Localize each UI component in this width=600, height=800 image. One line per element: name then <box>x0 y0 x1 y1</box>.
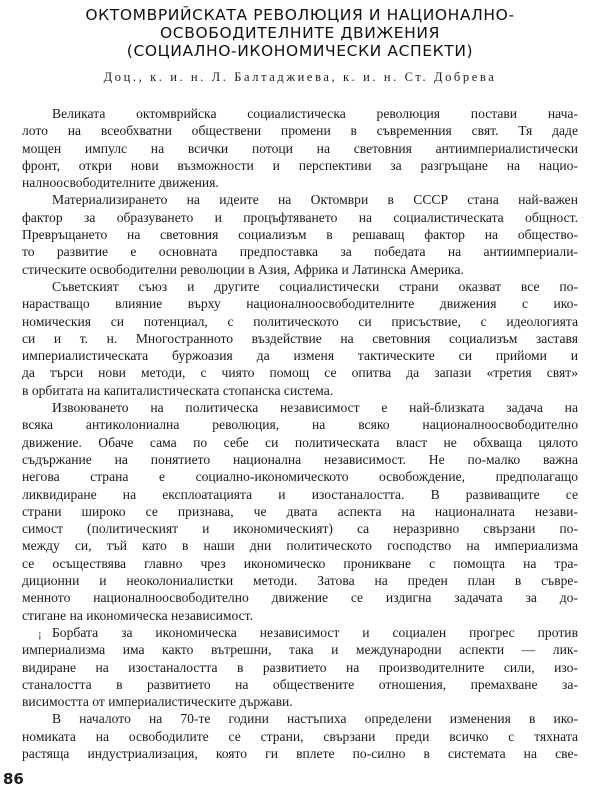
article-body <box>22 105 578 762</box>
text-line <box>22 243 578 260</box>
text-line-content: съдържание на понятието национална независимост. Не по-малко важна <box>22 451 578 467</box>
text-line <box>22 728 578 745</box>
text-line-content: Борбата за икономическа независимост и социален прогрес против <box>52 624 578 640</box>
text-line-content: движение. Обаче сама по себе си политическата власт не обхваща цялото <box>22 434 578 450</box>
text-line-content: висимостта от империалистическите държави. <box>22 694 293 710</box>
text-line <box>22 105 578 122</box>
paragraph <box>22 191 578 277</box>
text-line <box>22 313 578 330</box>
text-line-content: номиката на освободилите се страни, свързани преди всичко с тяхната <box>22 728 578 744</box>
text-line-content: менното националноосвободително движение се издигна задачата за до- <box>22 590 578 606</box>
text-line-content: Превръщането на световния социализъм в решаващ фактор на общество- <box>22 227 578 243</box>
page-number: 86 <box>3 770 24 788</box>
text-line-content: станалостта в развитието на обществените отношения, премахване за- <box>22 676 578 692</box>
article-header <box>22 6 578 85</box>
text-line <box>22 555 578 572</box>
text-line-content: стигане на икономическа независимост. <box>22 607 253 623</box>
text-line <box>22 261 578 278</box>
text-line <box>22 693 578 710</box>
text-line-content: империалистическата буржоазия да изменя тактическите си прийоми и <box>22 348 578 364</box>
article-title-line-3: (СОЦИАЛНО-ИКОНОМИЧЕСКИ АСПЕКТИ) <box>126 42 474 60</box>
paragraph <box>22 278 578 399</box>
text-line <box>22 624 578 641</box>
text-line <box>22 174 578 191</box>
text-line-content: налноосвободителните движения. <box>22 175 219 191</box>
text-line <box>22 589 578 606</box>
text-line-content: да търси нови методи, с чиято помощ се опитва да запази «третия свят» <box>22 365 578 381</box>
text-line <box>22 122 578 139</box>
text-line-content: се осъществява главно чрез икономическо проникване с помощта на тра- <box>22 555 578 571</box>
text-line-content: номическия си потенциал, с политическото си присъствие, с идеологията <box>22 313 578 329</box>
article-title-line-1: ОКТОМВРИЙСКАТА РЕВОЛЮЦИЯ И НАЦИОНАЛНО- <box>85 6 515 24</box>
text-line-content: между си, тъй като в наши дни политическото господство на империализма <box>22 538 578 554</box>
text-line <box>22 330 578 347</box>
text-line <box>22 434 578 451</box>
text-line <box>22 364 578 381</box>
text-line <box>22 209 578 226</box>
text-line-content: Извоюването на политическа независимост е най-близката задача на <box>52 400 578 416</box>
article-authors: Доц., к. и. н. Л. Балтаджиева, к. и. н. Ст. Добрева <box>103 70 497 84</box>
text-line <box>22 572 578 589</box>
text-line-content: Материализирането на идеите на Октомври в СССР стана най-важен <box>52 192 578 208</box>
paragraph <box>22 105 578 191</box>
text-line <box>22 537 578 554</box>
text-line <box>22 503 578 520</box>
text-line-content: лото на всеобхватни обществени промени в съвременния свят. Тя даде <box>22 123 578 139</box>
text-line <box>22 226 578 243</box>
text-line <box>22 451 578 468</box>
text-line-content: В началото на 70-те години настъпиха определени изменения в ико- <box>52 711 578 727</box>
text-line <box>22 191 578 208</box>
text-line-content: мощен импулс на всички потоци на световния антиимпериалистически <box>22 140 578 156</box>
text-line-content: негова страна е социално-икономическото освобождение, предполагащо <box>22 469 578 485</box>
paragraph <box>22 624 578 710</box>
paragraph <box>22 710 578 762</box>
text-line <box>22 745 578 762</box>
text-line <box>22 416 578 433</box>
text-line-content: фактор за образуването и процъфтяването на социалистическата общност. <box>22 209 578 225</box>
text-line-content: Великата октомврийска социалистическа революция постави нача- <box>52 106 578 121</box>
article-title-line-2: ОСВОБОДИТЕЛНИТЕ ДВИЖЕНИЯ <box>160 24 440 42</box>
text-line-content: Съветският съюз и другите социалистически страни оказват все по- <box>52 278 578 294</box>
paragraph <box>22 399 578 624</box>
text-line <box>22 710 578 727</box>
text-line-content: симост (политическият и икономическият) са неразривно свързани по- <box>22 521 578 537</box>
text-line-content: страни широко се признава, че двата аспекта на националната незави- <box>22 503 578 519</box>
text-line-content: империализма има както вътрешни, така и международни аспекти — лик- <box>22 642 578 658</box>
text-line-content: диционни и неоколониалистки методи. Затова на преден план в съвре- <box>22 573 578 589</box>
text-line <box>22 641 578 658</box>
text-line-content: нарастващо влияние върху националноосвободителните движения с ико- <box>22 296 578 312</box>
text-line-content: то развитие е основната предпоставка за победата на антиимпериали- <box>22 244 578 260</box>
text-line-content: ликвидиране на експлоатацията и изостаналостта. В развиващите се <box>22 486 578 502</box>
text-line-content: си и т. н. Многостранното въздействие на световния социализъм заставя <box>22 330 578 346</box>
text-line-content: фронт, откри нови възможности и перспективи за разгръщане на нацио- <box>22 157 578 173</box>
text-line <box>22 382 578 399</box>
text-line <box>22 295 578 312</box>
text-line <box>22 676 578 693</box>
text-line-content: растяща индустриализация, която ги вплете по-силно в системата на све- <box>22 745 578 761</box>
text-line-content: видиране на изостаналостта в развитието на производителните сили, изо- <box>22 659 578 675</box>
text-line <box>22 140 578 157</box>
text-line <box>22 399 578 416</box>
text-line <box>22 278 578 295</box>
text-line <box>22 468 578 485</box>
text-line <box>22 347 578 364</box>
text-line <box>22 520 578 537</box>
text-line <box>22 659 578 676</box>
margin-mark: ¡ <box>38 627 42 640</box>
text-line-content: стическите освободителни революции в Азия, Африка и Латинска Америка. <box>22 261 464 277</box>
text-line <box>22 157 578 174</box>
text-line-content: в орбитата на капиталистическата стопанска система. <box>22 382 334 398</box>
text-line-content: всяка антиколониална революция, на всяко националноосвободително <box>22 417 578 433</box>
text-line <box>22 607 578 624</box>
text-line <box>22 486 578 503</box>
